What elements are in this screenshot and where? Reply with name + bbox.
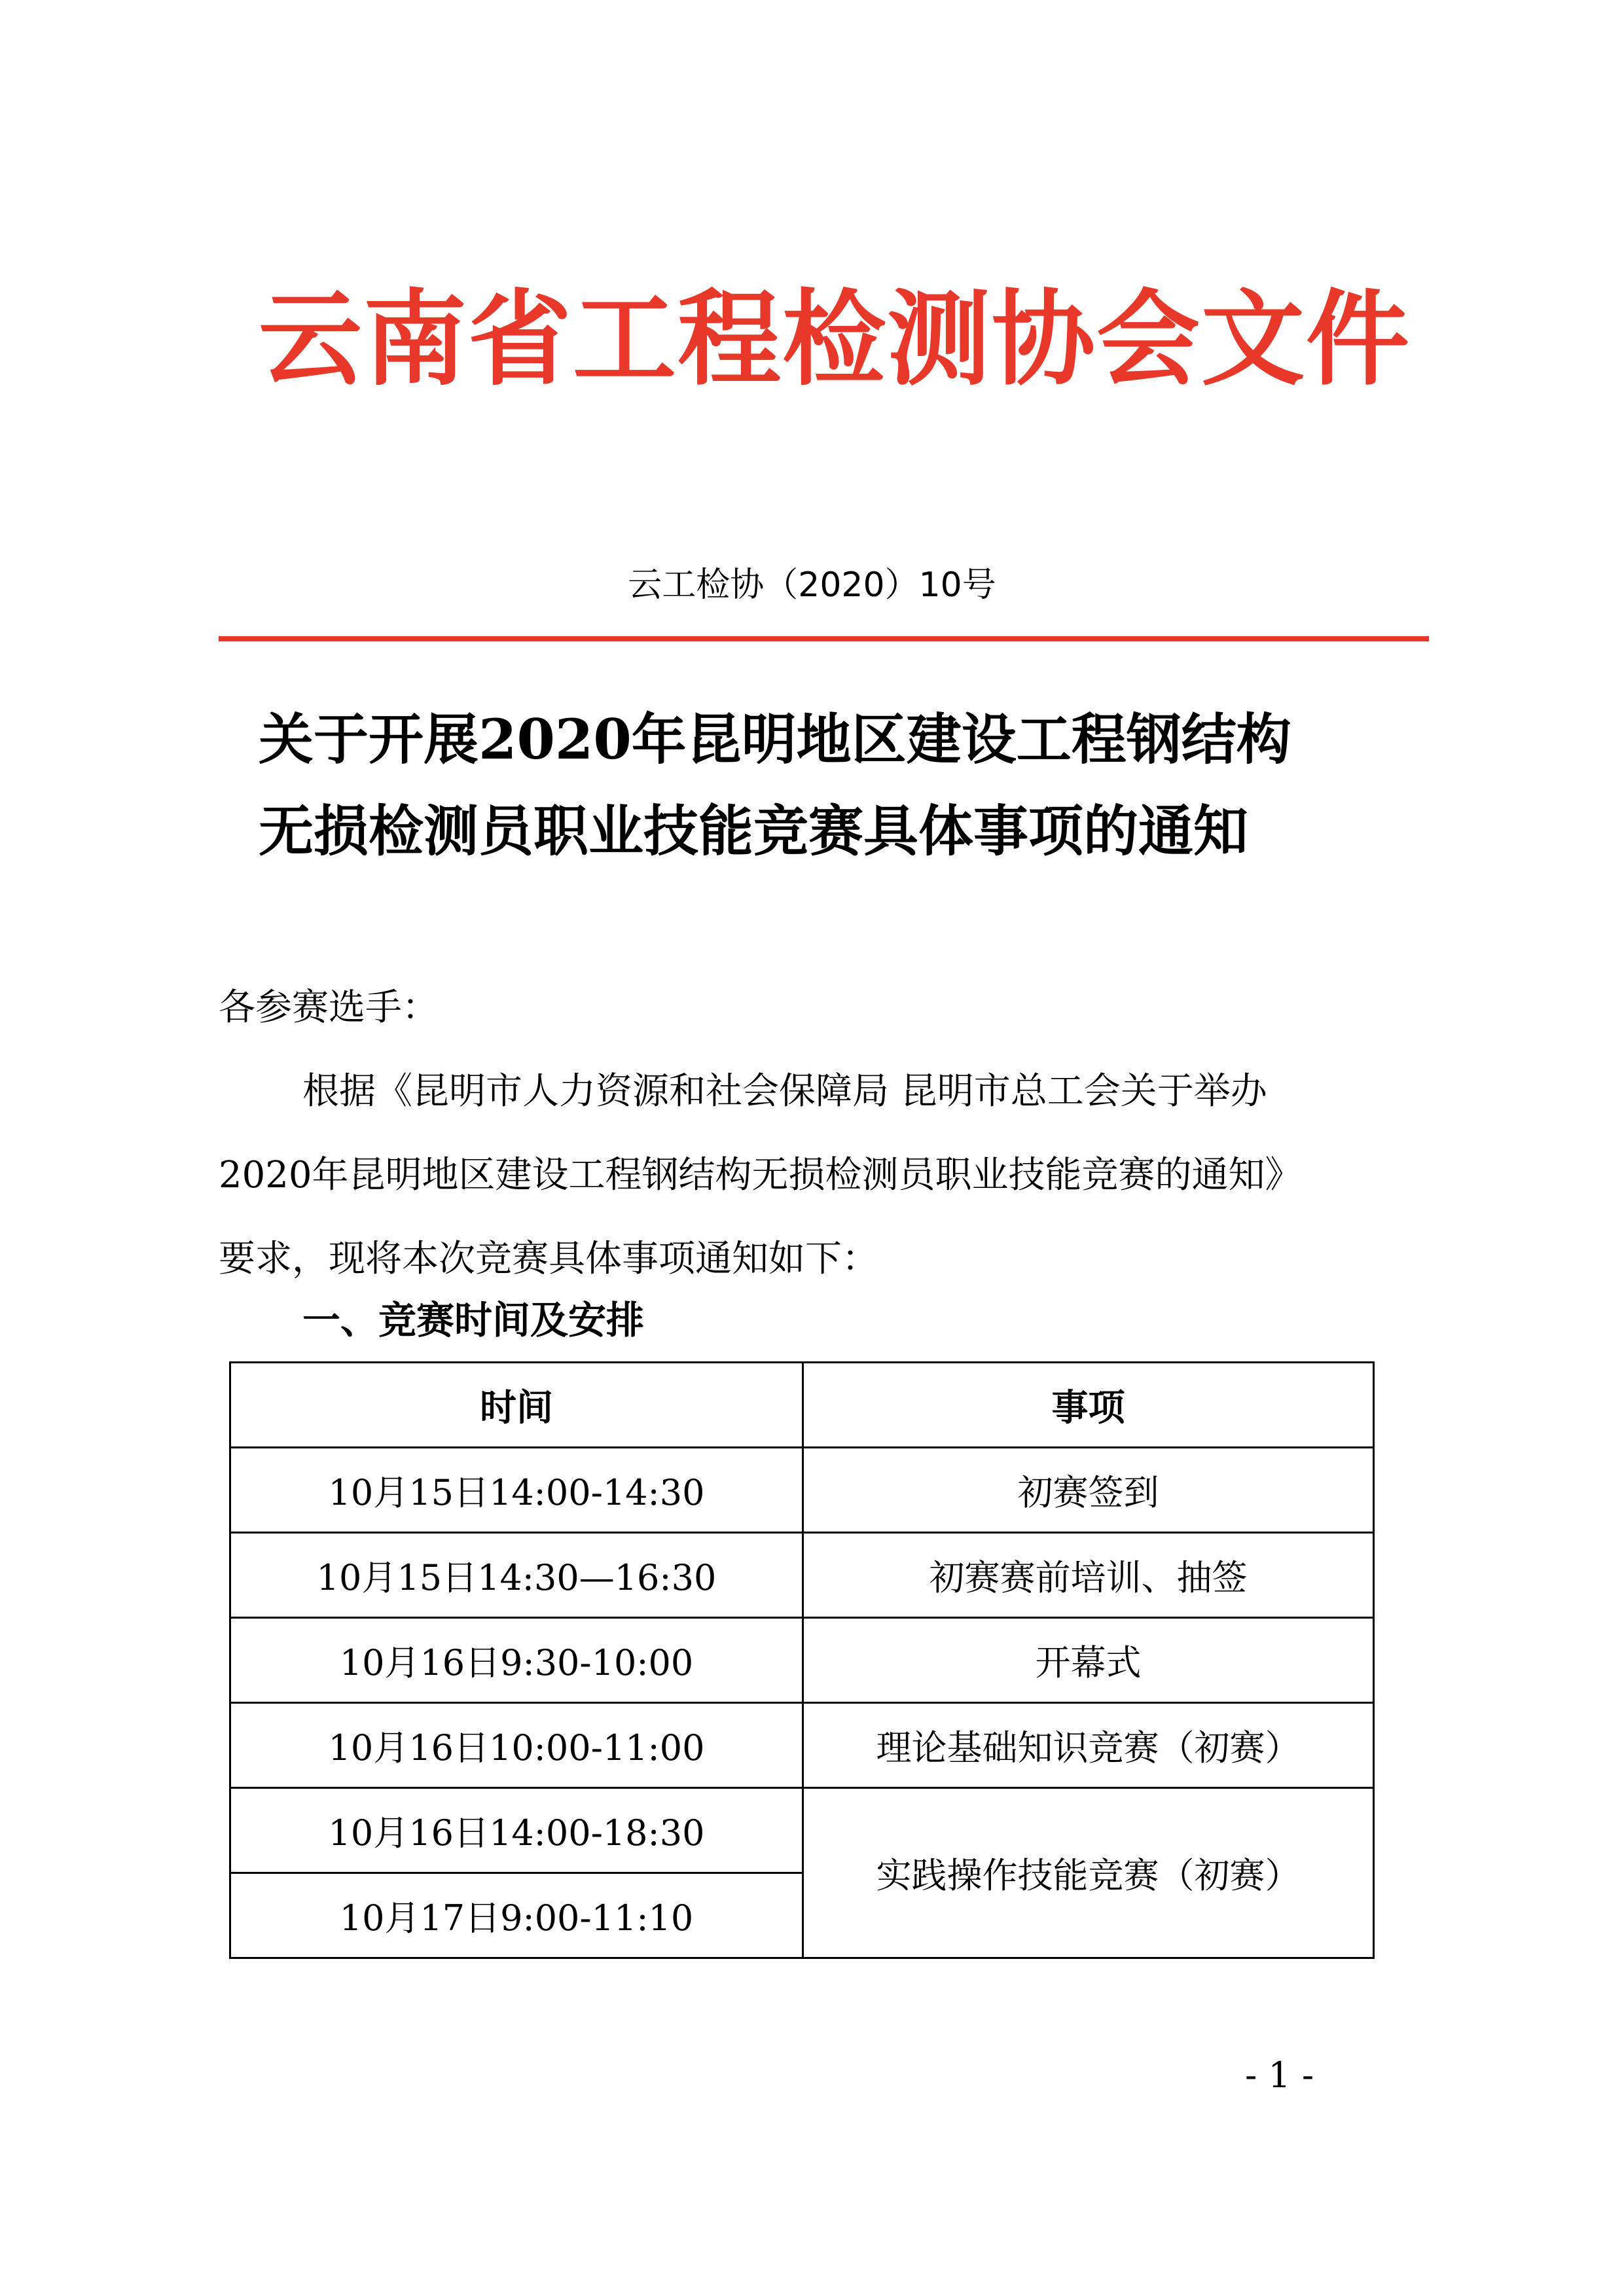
table-row: [230, 1533, 1374, 1618]
notice-title-line-2: 无损检测员职业技能竞赛具体事项的通知: [259, 798, 1249, 863]
table-row: [230, 1788, 1374, 1873]
schedule-table: [229, 1361, 1375, 1959]
item-cell: 理论基础知识竞赛（初赛）: [803, 1703, 1374, 1788]
time-cell: 10月15日14:30—16:30: [230, 1533, 803, 1618]
table-row: [230, 1703, 1374, 1788]
page-number: - 1 -: [1245, 2054, 1314, 2096]
item-cell-merged: 实践操作技能竞赛（初赛）: [803, 1788, 1374, 1958]
table-header-row: [230, 1363, 1374, 1448]
section-heading: 一、竞赛时间及安排: [302, 1298, 645, 1342]
time-cell: 10月16日10:00-11:00: [230, 1703, 803, 1788]
header-time: 时间: [230, 1363, 803, 1448]
paragraph-line-3: 要求，现将本次竞赛具体事项通知如下：: [219, 1238, 878, 1280]
time-cell: 10月16日14:00-18:30: [230, 1788, 803, 1873]
org-header-title: 云南省工程检测协会文件: [259, 279, 1411, 400]
paragraph-line-1: 根据《昆明市人力资源和社会保障局 昆明市总工会关于举办: [302, 1070, 1267, 1113]
paragraph-line-2: 2020年昆明地区建设工程钢结构无损检测员职业技能竞赛的通知》: [219, 1154, 1302, 1196]
time-cell: 10月15日14:00-14:30: [230, 1448, 803, 1533]
header-item: 事项: [803, 1363, 1374, 1448]
item-cell: 初赛赛前培训、抽签: [803, 1533, 1374, 1618]
document-number: 云工检协（2020）10号: [628, 565, 996, 605]
item-cell: 开幕式: [803, 1618, 1374, 1703]
table-row: [230, 1618, 1374, 1703]
header-divider: [219, 636, 1429, 641]
time-cell: 10月16日9:30-10:00: [230, 1618, 803, 1703]
notice-title-line-1: 关于开展2020年昆明地区建设工程钢结构: [259, 707, 1291, 772]
time-cell: 10月17日9:00-11:10: [230, 1873, 803, 1958]
salutation: 各参赛选手：: [219, 986, 439, 1029]
item-cell: 初赛签到: [803, 1448, 1374, 1533]
table-row: [230, 1448, 1374, 1533]
